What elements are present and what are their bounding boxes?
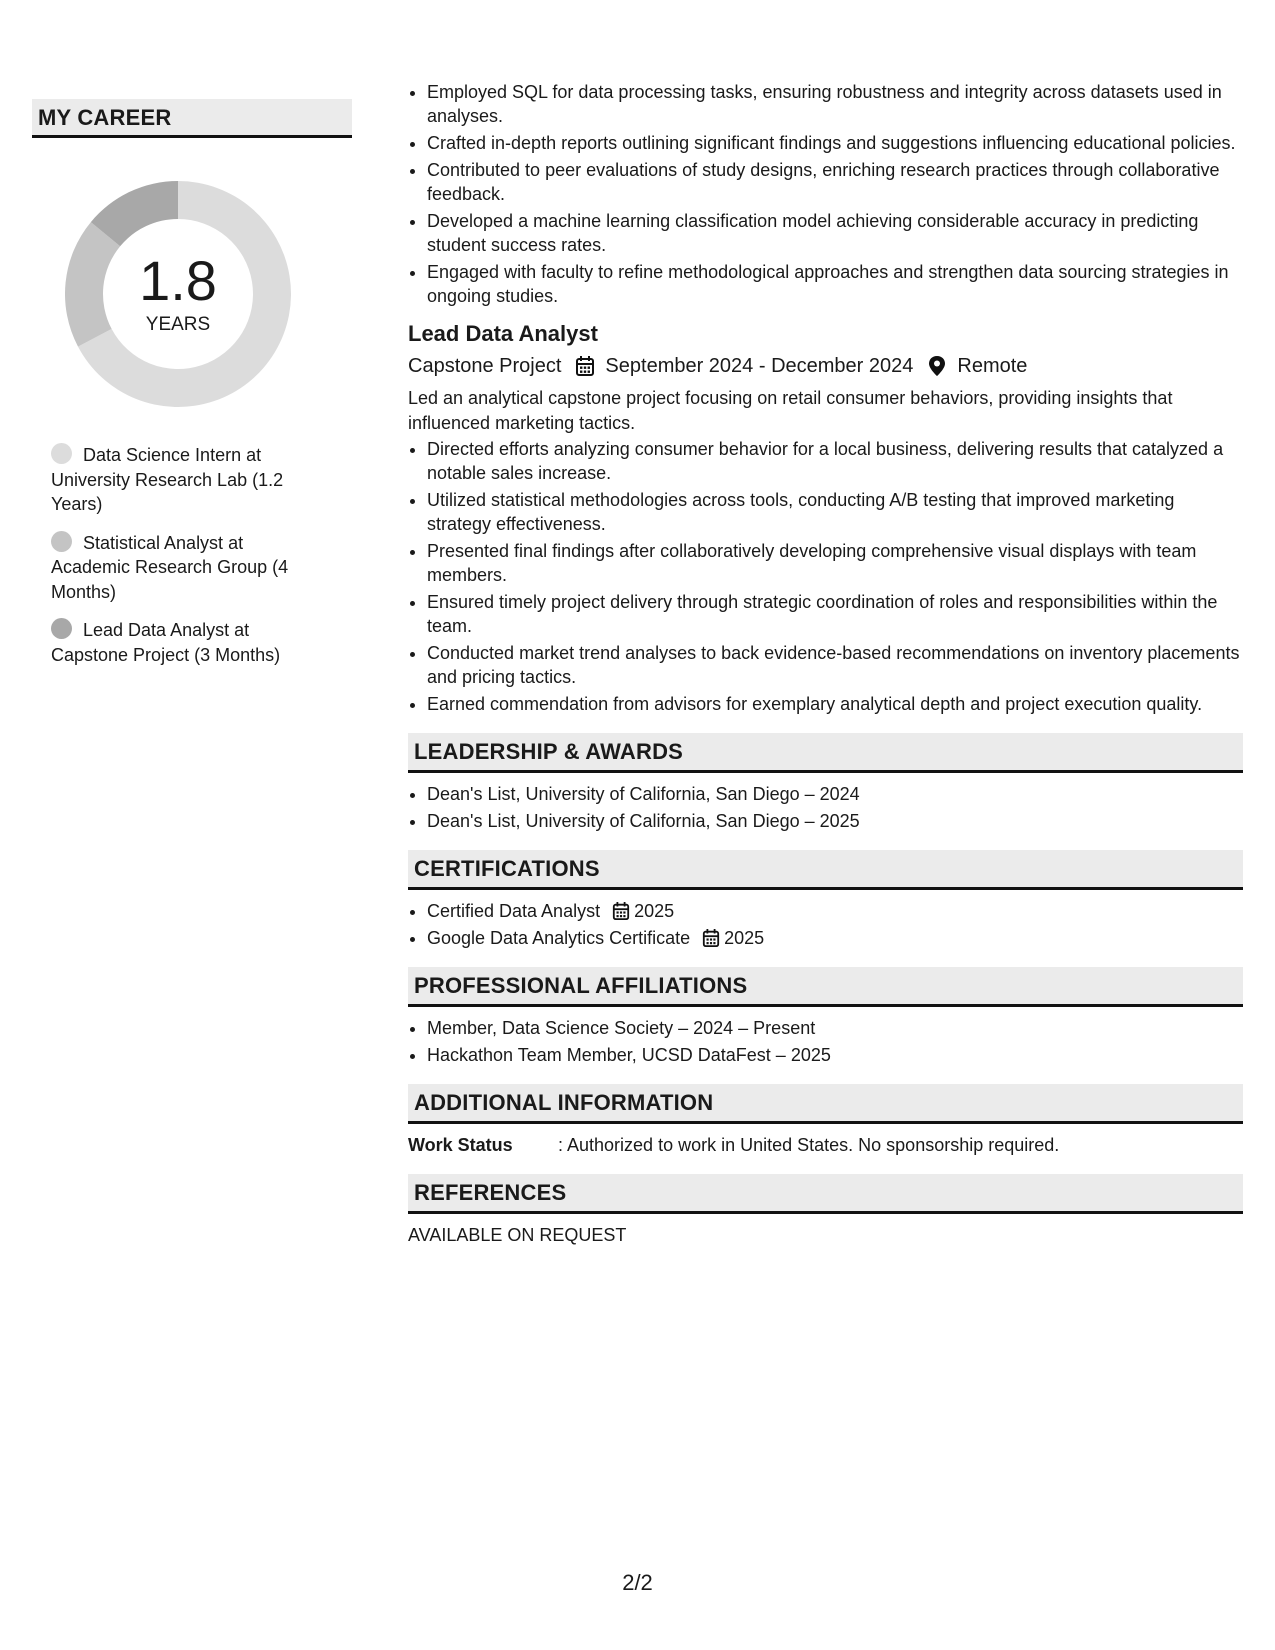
donut-center xyxy=(65,181,291,407)
list-item: • Crafted in-depth reports outlining significant findings and suggestions influencing educational policies. xyxy=(427,131,1243,155)
list-item: • Hackathon Team Member, UCSD DataFest – 2025 xyxy=(427,1043,1243,1067)
leadership-heading: LEADERSHIP & AWARDS xyxy=(408,733,1243,773)
references-text: AVAILABLE ON REQUEST xyxy=(408,1225,627,1245)
legend-item xyxy=(51,618,321,667)
list-item: • Employed SQL for data processing tasks, ensuring robustness and integrity across datasets used in analyses. xyxy=(427,80,1243,128)
job-dates: September 2024 - December 2024 xyxy=(605,355,914,377)
job-title: Lead Data Analyst xyxy=(408,321,598,346)
list-item: • Member, Data Science Society – 2024 – Present xyxy=(427,1016,1243,1040)
references-heading: REFERENCES xyxy=(408,1174,1243,1214)
certifications-list xyxy=(408,899,1243,950)
additional-info-heading: ADDITIONAL INFORMATION xyxy=(408,1084,1243,1124)
list-item xyxy=(427,899,1243,923)
career-total-years: 1.8 xyxy=(139,249,217,312)
career-title: MY CAREER xyxy=(32,99,352,138)
legend-label: Lead Data Analyst at Capstone Project (3 Months) xyxy=(51,620,281,665)
job-company: Capstone Project xyxy=(408,355,562,377)
legend-item xyxy=(51,531,321,605)
cert-year: 2025 xyxy=(634,901,675,921)
map-pin-icon xyxy=(927,355,947,377)
certifications-heading: CERTIFICATIONS xyxy=(408,850,1243,890)
legend-dot xyxy=(51,443,72,464)
list-item: • Engaged with faculty to refine methodological approaches and strengthen data sourcing strategies in ongoing studies. xyxy=(427,260,1243,308)
work-status-label: Work Status xyxy=(408,1135,513,1155)
legend-dot xyxy=(51,531,72,552)
career-legend xyxy=(51,443,321,681)
list-item: • Presented final findings after collaboratively developing comprehensive visual displays with team members. xyxy=(427,539,1243,587)
affiliations-list xyxy=(408,1016,1243,1067)
previous-job-bullets xyxy=(408,80,1243,308)
list-item: • Dean's List, University of California, San Diego – 2024 xyxy=(427,782,1243,806)
affiliations-heading: PROFESSIONAL AFFILIATIONS xyxy=(408,967,1243,1007)
job-meta xyxy=(408,352,1243,380)
job-bullets xyxy=(408,437,1243,716)
page-number: 2/2 xyxy=(622,1570,653,1595)
legend-dot xyxy=(51,618,72,639)
work-status-value: : Authorized to work in United States. No sponsorship required. xyxy=(558,1135,1060,1155)
job-location: Remote xyxy=(957,355,1028,377)
list-item: • Dean's List, University of California, San Diego – 2025 xyxy=(427,809,1243,833)
list-item: • Directed efforts analyzing consumer behavior for a local business, delivering results that catalyzed a notable sales increase. xyxy=(427,437,1243,485)
calendar-icon xyxy=(702,928,720,948)
cert-name: • Certified Data Analyst xyxy=(427,901,601,921)
legend-label: Data Science Intern at University Research Lab (1.2 Years) xyxy=(51,445,284,514)
calendar-icon xyxy=(575,355,595,377)
leadership-list xyxy=(408,782,1243,833)
career-sidebar xyxy=(32,99,352,665)
list-item: • Ensured timely project delivery through strategic coordination of roles and responsibilities within the team. xyxy=(427,590,1243,638)
main-content xyxy=(408,80,1243,1247)
cert-year: 2025 xyxy=(724,928,765,948)
legend-item xyxy=(51,443,321,517)
list-item: • Conducted market trend analyses to back evidence-based recommendations on inventory placements and pricing tactics. xyxy=(427,641,1243,689)
list-item: • Developed a machine learning classification model achieving considerable accuracy in predicting student success rates. xyxy=(427,209,1243,257)
work-status-row xyxy=(408,1133,1243,1157)
legend-label: Statistical Analyst at Academic Research Group (4 Months) xyxy=(51,532,289,602)
list-item: • Earned commendation from advisors for exemplary analytical depth and project execution quality. xyxy=(427,692,1243,716)
calendar-icon xyxy=(612,901,630,921)
list-item: • Contributed to peer evaluations of study designs, enriching research practices through collaborative feedback. xyxy=(427,158,1243,206)
list-item xyxy=(427,926,1243,950)
career-total-unit: YEARS xyxy=(145,314,211,335)
list-item: • Utilized statistical methodologies across tools, conducting A/B testing that improved marketing strategy effectiveness. xyxy=(427,488,1243,536)
job-summary: Led an analytical capstone project focusing on retail consumer behaviors, providing insights that influenced marketing tactics. xyxy=(408,388,1173,433)
cert-name: • Google Data Analytics Certificate xyxy=(427,928,691,948)
